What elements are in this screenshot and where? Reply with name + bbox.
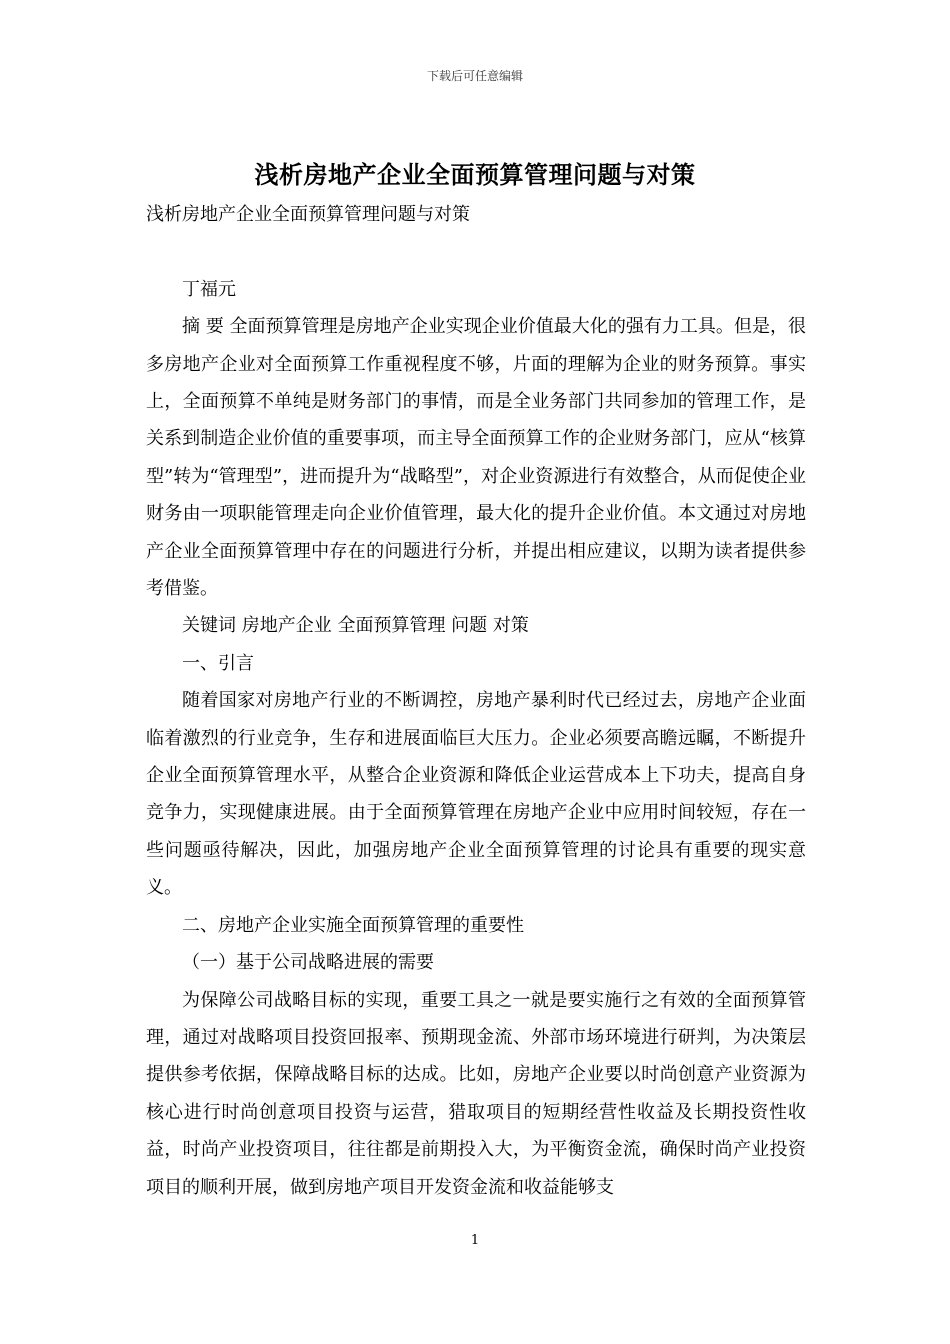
section-2-heading: 二、房地产企业实施全面预算管理的重要性 xyxy=(182,914,524,936)
section-2-paragraph: 为保障公司战略目标的实现，重要工具之一就是要实施行之有效的全面预算管理，通过对战略项目投资回报率、预期现金流、外部市场环境进行研判，为决策层提供参考依据，保障战略目标的达成。比如，房地产企业要以时尚创意产业资源为核心进行时尚创意项目投资与运营，猎取项目的短期经营性收益及长期投资性收益，时尚产业投资项目，往往都是前期投入大，为平衡资金流，确保时尚产业投资项目的顺利开展，做到房地产项目开发资金流和收益能够支 xyxy=(146,989,806,1198)
document-body xyxy=(146,196,806,1206)
header-note: 下载后可任意编辑 xyxy=(426,69,523,83)
abstract-paragraph: 摘 要 全面预算管理是房地产企业实现企业价值最大化的强有力工具。但是，很多房地产企业对全面预算工作重视程度不够，片面的理解为企业的财务预算。事实上，全面预算不单纯是财务部门的事情，而是全业务部门共同参加的管理工作，是关系到制造企业价值的重要事项，而主导全面预算工作的企业财务部门，应从“核算型”转为“管理型”，进而提升为“战略型”，对企业资源进行有效整合，从而促使企业财务由一项职能管理走向企业价值管理，最大化的提升企业价值。本文通过对房地产企业全面预算管理中存在的问题进行分析，并提出相应建议，以期为读者提供参考借鉴。 xyxy=(146,316,806,600)
section-2-subheading: （一）基于公司战略进展的需要 xyxy=(182,952,434,974)
page-number: 1 xyxy=(470,1233,480,1248)
author: 丁福元 xyxy=(182,278,236,300)
blank-line xyxy=(146,233,806,270)
keywords: 关键词 房地产企业 全面预算管理 问题 对策 xyxy=(182,615,529,637)
subtitle: 浅析房地产企业全面预算管理问题与对策 xyxy=(146,204,470,225)
document-title: 浅析房地产企业全面预算管理问题与对策 xyxy=(254,160,696,189)
section-1-heading: 一、引言 xyxy=(182,652,254,674)
section-1-paragraph: 随着国家对房地产行业的不断调控，房地产暴利时代已经过去，房地产企业面临着激烈的行业竞争，生存和进展面临巨大压力。企业必须要高瞻远瞩，不断提升企业全面预算管理水平，从整合企业资源和降低企业运营成本上下功夫，提高自身竞争力，实现健康进展。由于全面预算管理在房地产企业中应用时间较短，存在一些问题亟待解决，因此，加强房地产企业全面预算管理的讨论具有重要的现实意义。 xyxy=(146,690,806,899)
